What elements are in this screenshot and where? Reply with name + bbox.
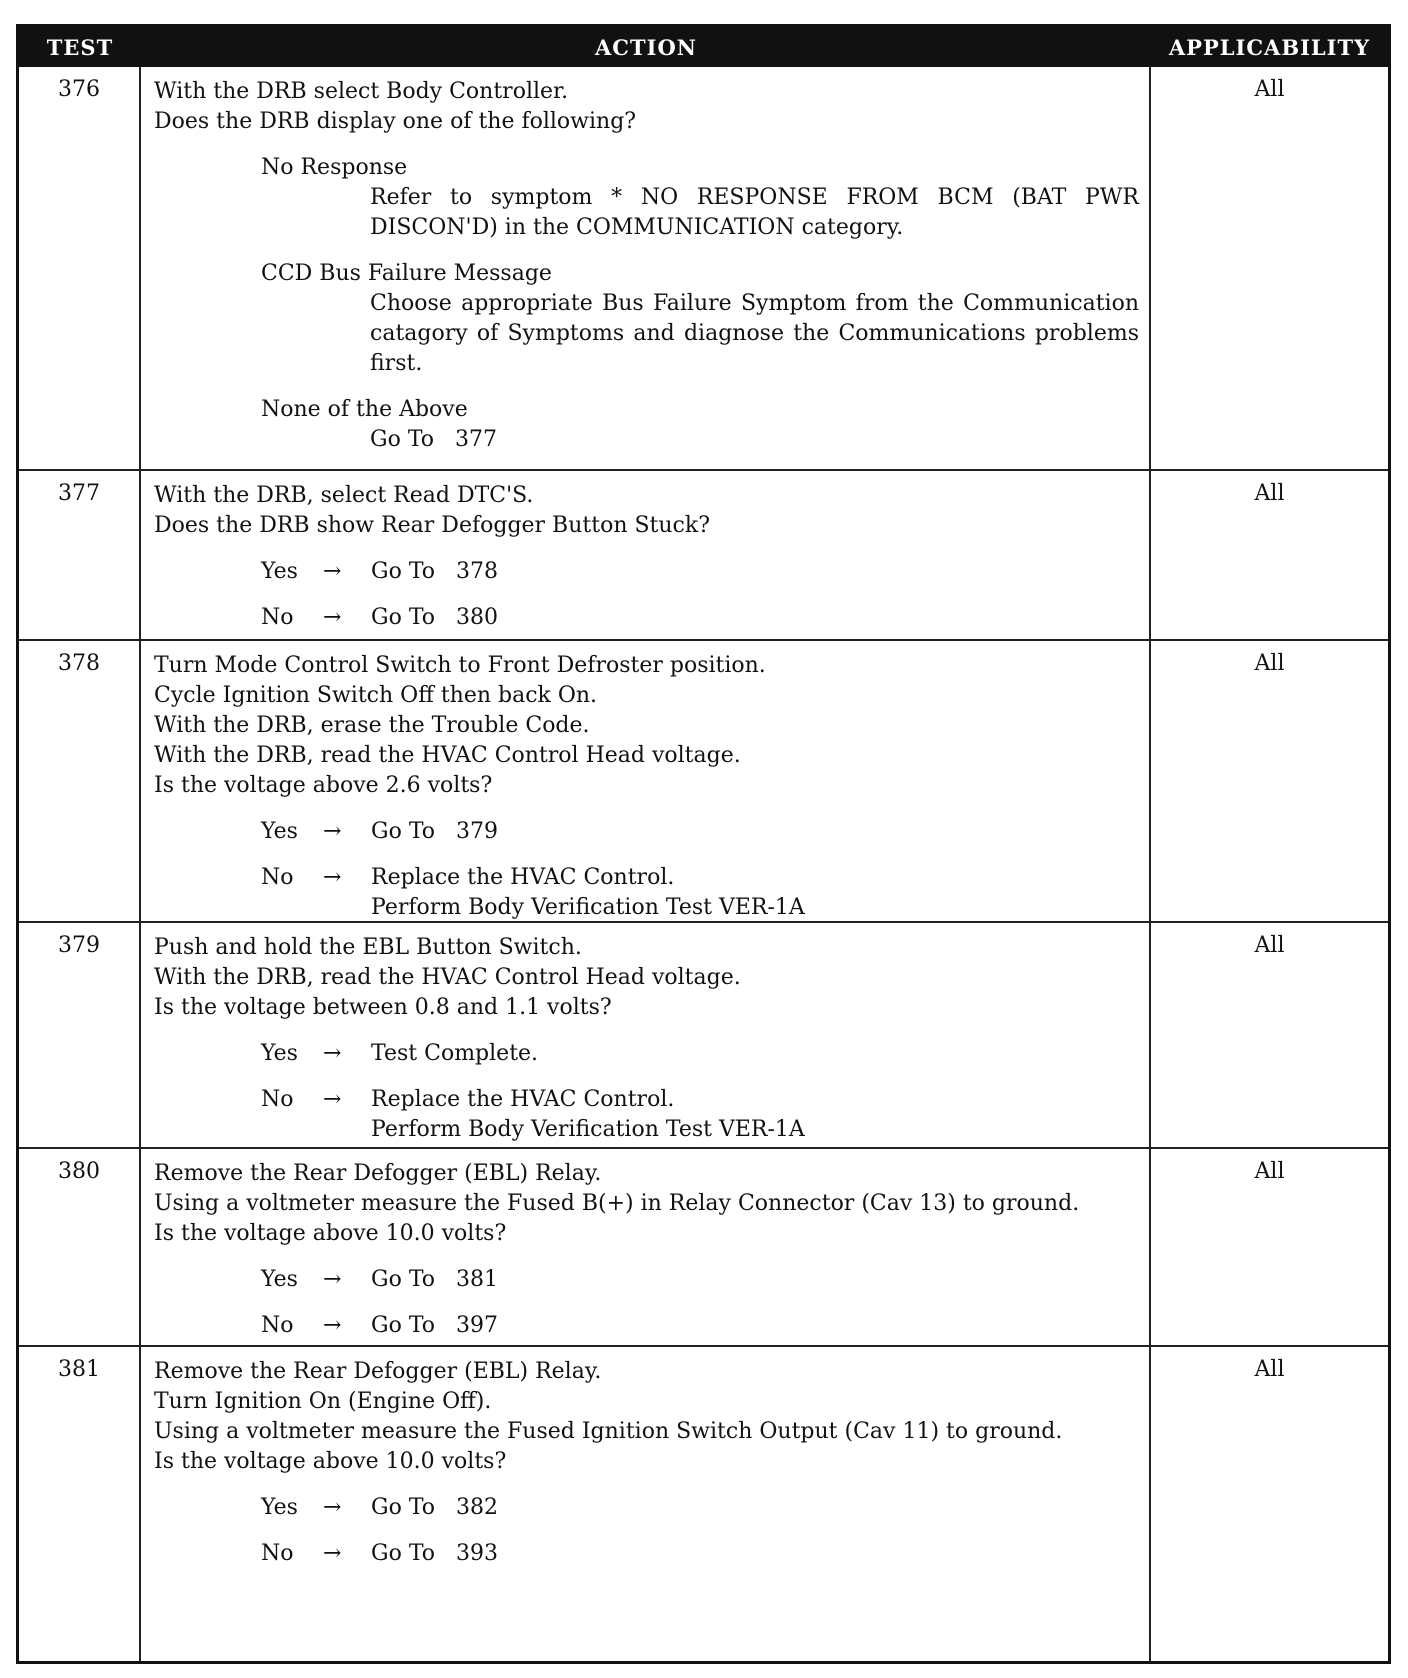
action-cell xyxy=(154,651,1139,923)
applicability-cell: All xyxy=(1254,481,1285,506)
answer-yes xyxy=(154,557,1139,587)
answer-key: Yes xyxy=(261,1495,298,1520)
answer-no xyxy=(154,1539,1139,1569)
table-header xyxy=(19,27,1388,67)
test-number: 379 xyxy=(58,933,100,958)
answer-result: Go To 380 xyxy=(371,605,498,630)
answer-yes xyxy=(154,1265,1139,1295)
option-text: Refer to symptom * NO RESPONSE FROM BCM (BAT PWR DISCON'D) in the COMMUNICATION category. xyxy=(370,185,1139,240)
option-block xyxy=(154,395,1139,455)
test-row-378 xyxy=(19,641,1388,923)
column-divider xyxy=(1149,67,1151,1661)
action-line: With the DRB, read the HVAC Control Head voltage. xyxy=(154,965,741,990)
answer-result: Replace the HVAC Control. xyxy=(371,1087,675,1112)
answer-key: No xyxy=(261,1541,294,1566)
test-number: 380 xyxy=(58,1159,100,1184)
answer-key: No xyxy=(261,1313,294,1338)
answer-no xyxy=(154,1311,1139,1341)
test-row-380 xyxy=(19,1149,1388,1347)
action-cell xyxy=(154,77,1139,455)
answer-result: Replace the HVAC Control. xyxy=(371,865,675,890)
arrow-icon: → xyxy=(323,559,342,584)
answer-no xyxy=(154,1085,1139,1145)
answer-result: Go To 379 xyxy=(371,819,498,844)
answer-yes xyxy=(154,1039,1139,1069)
option-label: No Response xyxy=(261,155,408,180)
action-line: With the DRB select Body Controller. xyxy=(154,79,569,104)
column-divider xyxy=(139,67,141,1661)
action-cell xyxy=(154,1159,1139,1341)
applicability-cell: All xyxy=(1254,1357,1285,1382)
option-block xyxy=(154,153,1139,243)
test-number: 376 xyxy=(58,77,100,102)
answer-no xyxy=(154,603,1139,633)
arrow-icon: → xyxy=(323,1041,342,1066)
answer-yes xyxy=(154,1493,1139,1523)
action-line: Cycle Ignition Switch Off then back On. xyxy=(154,683,598,708)
option-text: Go To 377 xyxy=(370,427,497,452)
action-line: Remove the Rear Defogger (EBL) Relay. xyxy=(154,1359,602,1384)
answer-result: Test Complete. xyxy=(371,1041,539,1066)
action-line: Is the voltage above 10.0 volts? xyxy=(154,1449,507,1474)
answer-result: Go To 397 xyxy=(371,1313,498,1338)
action-line: Does the DRB show Rear Defogger Button Stuck? xyxy=(154,513,711,538)
header-action: ACTION xyxy=(595,35,697,60)
answer-result: Perform Body Verification Test VER-1A xyxy=(371,895,805,920)
arrow-icon: → xyxy=(323,1267,342,1292)
action-line: With the DRB, erase the Trouble Code. xyxy=(154,713,590,738)
action-line: Turn Ignition On (Engine Off). xyxy=(154,1389,492,1414)
arrow-icon: → xyxy=(323,605,342,630)
arrow-icon: → xyxy=(323,1541,342,1566)
answer-result: Go To 393 xyxy=(371,1541,498,1566)
answer-key: No xyxy=(261,1087,294,1112)
action-line: Turn Mode Control Switch to Front Defroster position. xyxy=(154,653,766,678)
action-line: Does the DRB display one of the following? xyxy=(154,109,637,134)
test-row-377 xyxy=(19,471,1388,641)
test-row-379 xyxy=(19,923,1388,1149)
answer-key: Yes xyxy=(261,819,298,844)
action-line: Using a voltmeter measure the Fused B(+) in Relay Connector (Cav 13) to ground. xyxy=(154,1191,1080,1216)
answer-result: Perform Body Verification Test VER-1A xyxy=(371,1117,805,1142)
arrow-icon: → xyxy=(323,865,342,890)
answer-key: Yes xyxy=(261,1267,298,1292)
header-test: TEST xyxy=(46,35,114,60)
action-cell xyxy=(154,481,1139,633)
answer-result: Go To 378 xyxy=(371,559,498,584)
option-block xyxy=(154,259,1139,379)
action-line: Is the voltage above 2.6 volts? xyxy=(154,773,493,798)
action-line: Is the voltage above 10.0 volts? xyxy=(154,1221,507,1246)
answer-key: Yes xyxy=(261,559,298,584)
test-number: 381 xyxy=(58,1357,100,1382)
test-row-376 xyxy=(19,67,1388,471)
arrow-icon: → xyxy=(323,1087,342,1112)
arrow-icon: → xyxy=(323,819,342,844)
arrow-icon: → xyxy=(323,1313,342,1338)
action-cell xyxy=(154,933,1139,1145)
answer-key: No xyxy=(261,865,294,890)
answer-no xyxy=(154,863,1139,923)
option-label: None of the Above xyxy=(261,397,468,422)
action-line: Push and hold the EBL Button Switch. xyxy=(154,935,582,960)
header-applicability: APPLICABILITY xyxy=(1168,35,1371,60)
applicability-cell: All xyxy=(1254,651,1285,676)
diagnostic-test-table xyxy=(16,24,1391,1664)
answer-yes xyxy=(154,817,1139,847)
option-text: Choose appropriate Bus Failure Symptom from the Communication catagory of Symptoms and diagnose the Communications problems first. xyxy=(370,291,1139,376)
arrow-icon: → xyxy=(323,1495,342,1520)
answer-key: Yes xyxy=(261,1041,298,1066)
action-cell xyxy=(154,1357,1139,1569)
action-line: With the DRB, select Read DTC'S. xyxy=(154,483,534,508)
action-line: Using a voltmeter measure the Fused Ignition Switch Output (Cav 11) to ground. xyxy=(154,1419,1063,1444)
action-line: Is the voltage between 0.8 and 1.1 volts? xyxy=(154,995,612,1020)
applicability-cell: All xyxy=(1254,1159,1285,1184)
applicability-cell: All xyxy=(1254,77,1285,102)
option-label: CCD Bus Failure Message xyxy=(261,261,552,286)
test-row-381 xyxy=(19,1347,1388,1661)
answer-key: No xyxy=(261,605,294,630)
applicability-cell: All xyxy=(1254,933,1285,958)
action-line: Remove the Rear Defogger (EBL) Relay. xyxy=(154,1161,602,1186)
test-number: 377 xyxy=(58,481,100,506)
answer-result: Go To 382 xyxy=(371,1495,498,1520)
action-line: With the DRB, read the HVAC Control Head voltage. xyxy=(154,743,741,768)
test-number: 378 xyxy=(58,651,100,676)
answer-result: Go To 381 xyxy=(371,1267,498,1292)
